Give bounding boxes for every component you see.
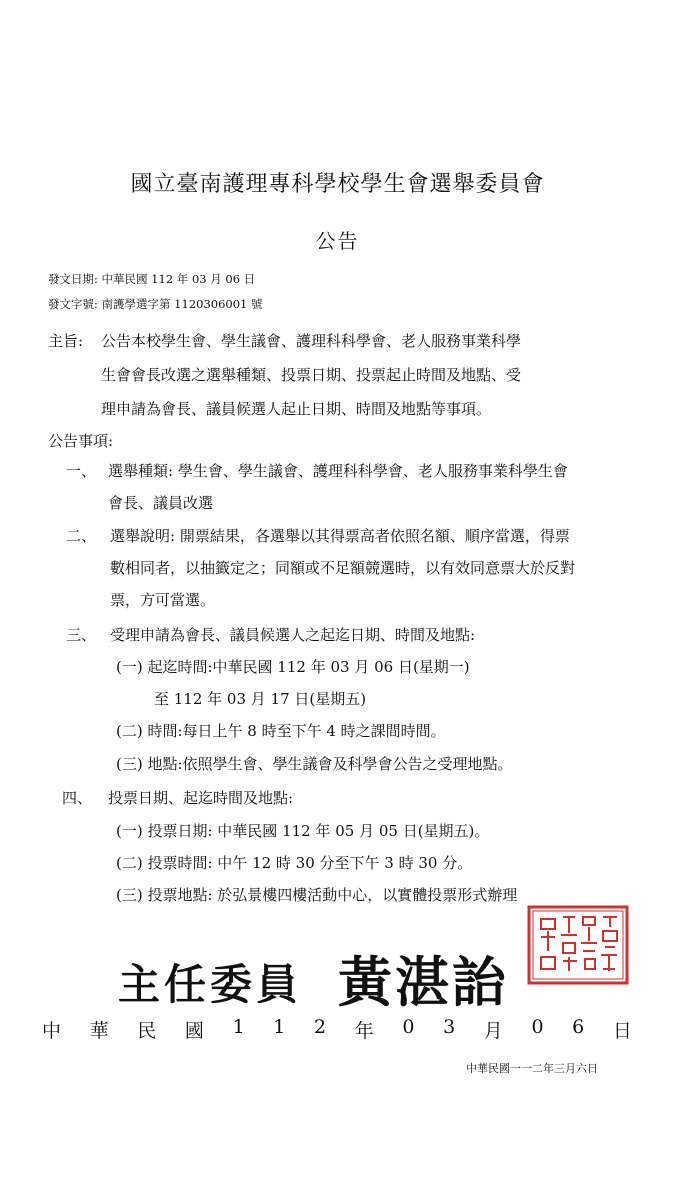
item-line: 選舉種類: 學生會、學生議會、護理科科學會、老人服務事業科學生會 <box>108 462 568 480</box>
date-char: 1 <box>273 1016 286 1038</box>
date-char: 民 <box>137 1020 157 1042</box>
signature-name: 黃湛詒 <box>338 950 509 1014</box>
item-line: 票，方可當選。 <box>110 591 216 609</box>
date-char: 2 <box>314 1016 327 1038</box>
sub-item-line: (一) 起迄時間:中華民國 112 年 03 月 06 日(星期一) <box>116 658 470 676</box>
date-char: 年 <box>354 1020 374 1042</box>
date-char: 國 <box>184 1020 204 1042</box>
date-char: 日 <box>612 1020 632 1042</box>
subject-label: 主旨: <box>48 332 84 350</box>
date-char: 1 <box>232 1016 245 1038</box>
issue-date: 發文日期: 中華民國 112 年 03 月 06 日 <box>48 272 256 286</box>
sub-item-line: (二) 時間:每日上午 8 時至下午 4 時之課間時間。 <box>116 722 446 740</box>
sub-item-line: (一) 投票日期: 中華民國 112 年 05 月 05 日(星期五)。 <box>116 822 490 840</box>
date-char: 華 <box>89 1020 109 1042</box>
subject-line: 理申請為會長、議員候選人起止日期、時間及地點等事項。 <box>101 400 492 418</box>
item-number: 二、 <box>66 527 97 545</box>
item-number: 一、 <box>66 462 97 480</box>
issue-number: 發文字號: 南護學選字第 1120306001 號 <box>48 297 263 311</box>
signature-title: 主任委員 <box>118 960 303 1009</box>
document-subtitle: 公告 <box>315 229 360 253</box>
sub-item-line: (三) 投票地點: 於弘景樓四樓活動中心，以實體投票形式辦理 <box>116 886 518 904</box>
date-char: 6 <box>572 1016 585 1038</box>
sub-item-line: 至 112 年 03 月 17 日(星期五) <box>154 690 367 708</box>
official-seal-icon <box>527 905 629 985</box>
item-number: 三、 <box>66 626 97 644</box>
date-char: 月 <box>483 1020 503 1042</box>
footer-date: 中華民國一一二年三月六日 <box>466 1062 598 1075</box>
subject-line: 公告本校學生會、學生議會、護理科科學會、老人服務事業科學 <box>101 332 522 350</box>
seal-graphic <box>529 907 627 983</box>
date-char: 0 <box>531 1016 544 1038</box>
date-row <box>42 1016 632 1043</box>
sub-item-line: (二) 投票時間: 中午 12 時 30 分至下午 3 時 30 分。 <box>116 854 473 872</box>
sub-item-line: (三) 地點:依照學生會、學生議會及科學會公告之受理地點。 <box>116 755 513 773</box>
document-title: 國立臺南護理專科學校學生會選舉委員會 <box>130 172 545 197</box>
items-heading: 公告事項: <box>48 432 114 450</box>
item-line: 選舉說明: 開票結果，各選舉以其得票高者依照名額、順序當選，得票 <box>110 527 570 545</box>
item-line: 投票日期、起迄時間及地點: <box>108 789 294 807</box>
subject-line: 生會會長改選之選舉種類、投票日期、投票起止時間及地點、受 <box>101 366 522 384</box>
item-line: 會長、議員改選 <box>108 494 214 512</box>
date-char: 0 <box>402 1016 415 1038</box>
item-number: 四、 <box>62 789 93 807</box>
item-line: 數相同者，以抽籤定之；同額或不足額競選時，以有效同意票大於反對 <box>110 559 576 577</box>
date-char: 中 <box>42 1020 62 1042</box>
item-line: 受理申請為會長、議員候選人之起迄日期、時間及地點: <box>110 626 476 644</box>
date-char: 3 <box>443 1016 456 1038</box>
